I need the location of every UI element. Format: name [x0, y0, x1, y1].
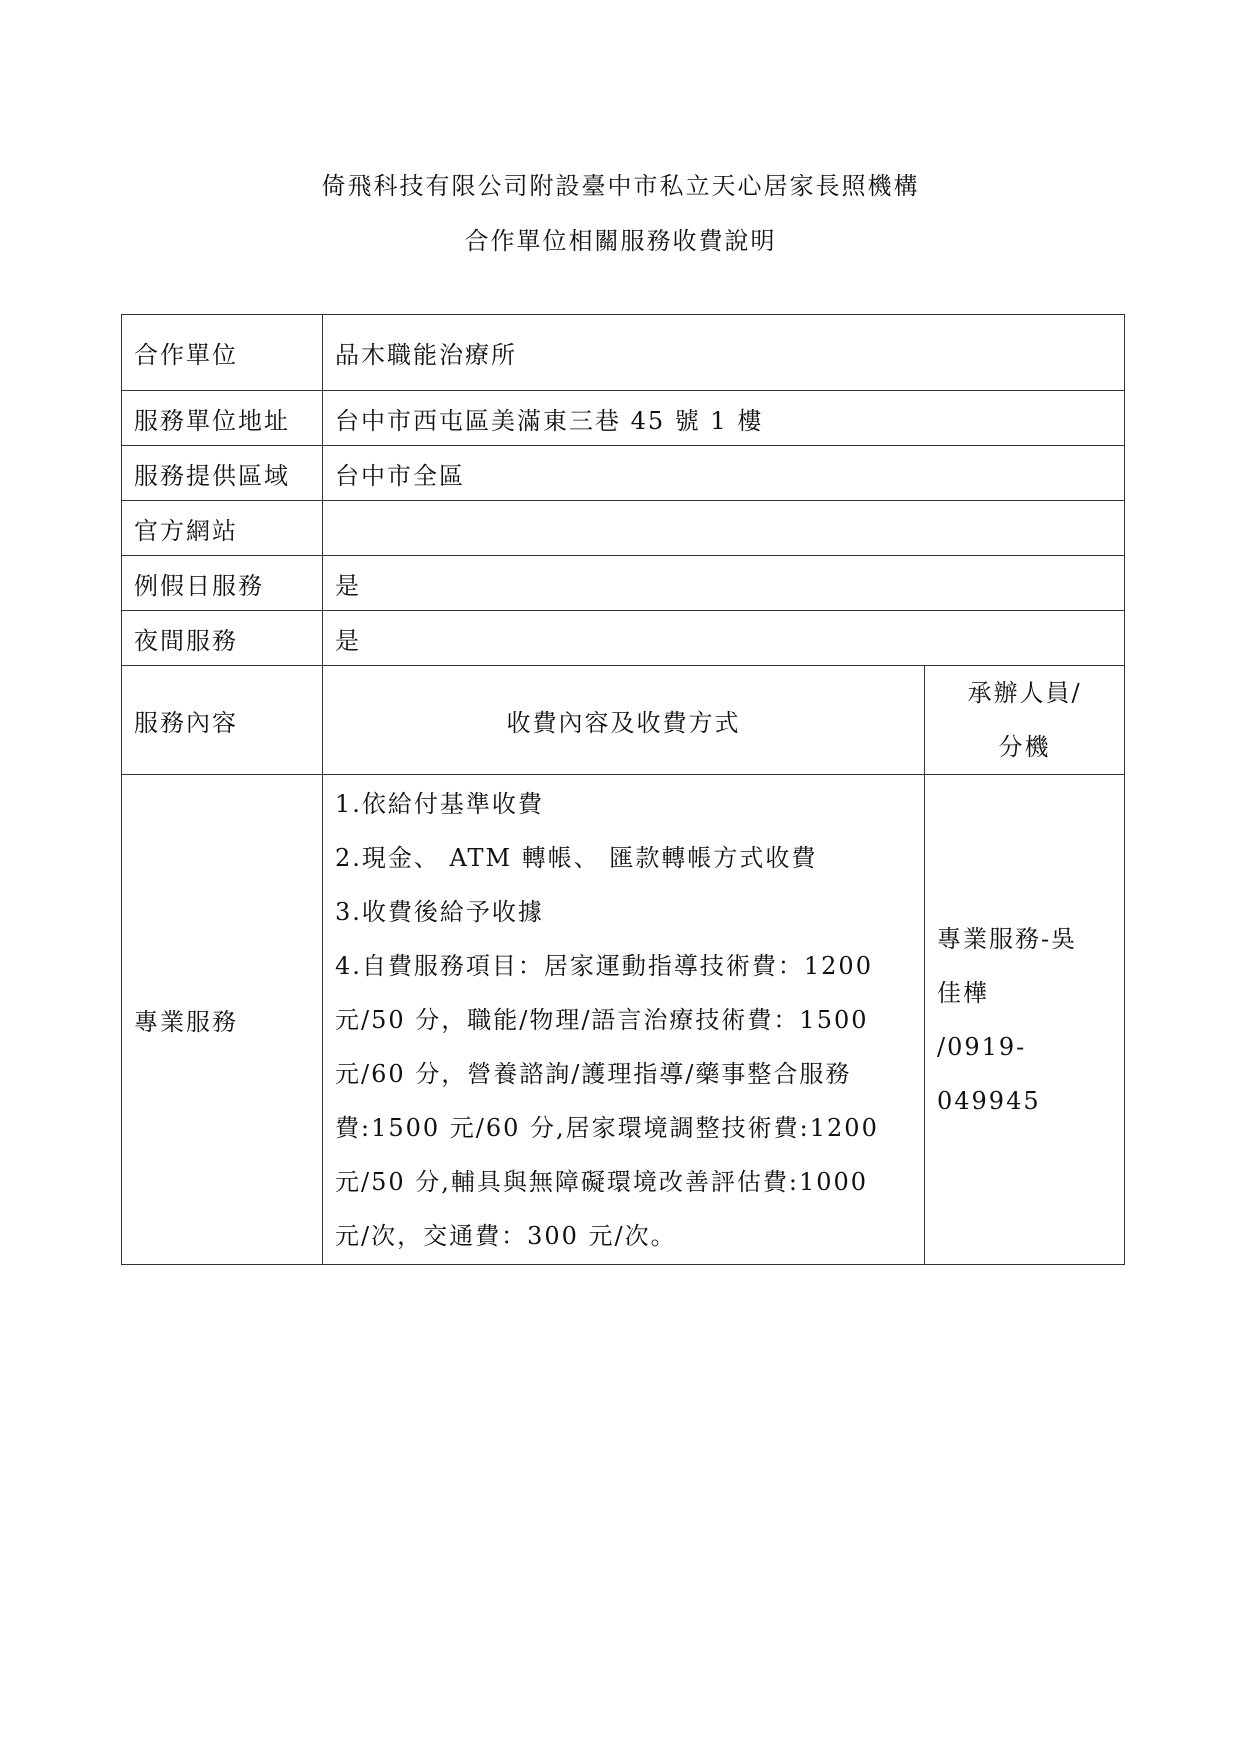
row-value-holiday: 是: [323, 556, 1125, 611]
contact-cell: [925, 775, 1125, 1265]
header-contact: [925, 666, 1125, 775]
row-value-website: [323, 501, 1125, 556]
row-label-area: 服務提供區域: [122, 446, 323, 501]
header-fee-content: 收費內容及收費方式: [323, 666, 925, 775]
contact-line: /0919-049945: [937, 1032, 1041, 1115]
table-row-night: [122, 611, 1125, 666]
table-row-address: [122, 391, 1125, 446]
table-row-area: [122, 446, 1125, 501]
row-value-address: 台中市西屯區美滿東三巷 45 號 1 樓: [323, 391, 1125, 446]
document-title: 倚飛科技有限公司附設臺中市私立天心居家長照機構: [321, 172, 920, 200]
header-contact-line: 承辦人員/: [967, 679, 1082, 707]
row-label-website: 官方網站: [122, 501, 323, 556]
header-contact-line: 分機: [998, 733, 1051, 761]
table-row-partner: [122, 315, 1125, 391]
document-subtitle: 合作單位相關服務收費說明: [464, 227, 777, 255]
row-label-partner: 合作單位: [122, 315, 323, 391]
row-value-night: 是: [323, 611, 1125, 666]
fee-line: 2.現金、 ATM 轉帳、 匯款轉帳方式收費: [335, 843, 818, 872]
fee-line: 1.依給付基準收費: [335, 789, 544, 818]
fee-line: 費:1500 元/60 分,居家環境調整技術費:1200: [335, 1113, 879, 1142]
row-label-night: 夜間服務: [122, 611, 323, 666]
row-value-partner: 品木職能治療所: [323, 315, 1125, 391]
row-label-holiday: 例假日服務: [122, 556, 323, 611]
service-name-cell: 專業服務: [122, 775, 323, 1265]
table-row-professional-service: [122, 775, 1125, 1265]
table-row-holiday: [122, 556, 1125, 611]
fee-line: 元/50 分，職能/物理/語言治療技術費：1500: [335, 1005, 869, 1034]
table-header-row: [122, 666, 1125, 775]
fee-line: 元/次，交通費：300 元/次。: [335, 1221, 677, 1250]
fee-line: 元/60 分，營養諮詢/護理指導/藥事整合服務: [335, 1059, 852, 1088]
fee-line: 4.自費服務項目：居家運動指導技術費：1200: [335, 951, 873, 980]
header-service-content: 服務內容: [122, 666, 323, 775]
table-row-website: [122, 501, 1125, 556]
fee-description-cell: [323, 775, 925, 1265]
fee-line: 3.收費後給予收據: [335, 897, 544, 926]
contact-line: 專業服務-吳: [937, 924, 1078, 953]
service-info-table: [121, 314, 1125, 1265]
fee-line: 元/50 分,輔具與無障礙環境改善評估費:1000: [335, 1167, 869, 1196]
row-label-address: 服務單位地址: [122, 391, 323, 446]
contact-line: 佳樺: [937, 978, 989, 1007]
row-value-area: 台中市全區: [323, 446, 1125, 501]
